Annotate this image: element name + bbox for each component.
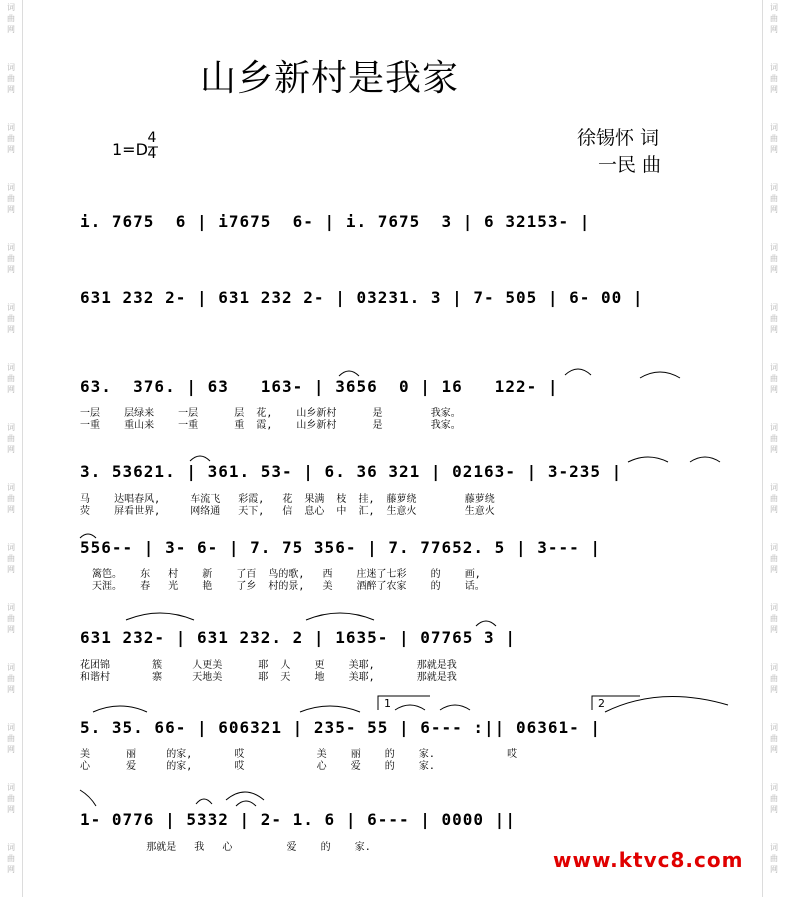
watermark-glyph-stack: 词 曲 网 <box>7 783 15 814</box>
watermark-glyph-stack: 词 曲 网 <box>770 363 778 394</box>
time-signature-top: 4 <box>147 130 157 146</box>
notation-row-6: 631 232- | 631 232. 2 | 1635- | 07765 3 | <box>80 628 516 647</box>
watermark-glyph-stack: 词 曲 网 <box>770 483 778 514</box>
watermark-glyph-stack: 词 曲 网 <box>770 423 778 454</box>
lyric-row-6-verse-2: 和谐村 寨 天地美 耶 天 地 美耶, 那就是我 <box>80 672 457 683</box>
slur <box>80 534 96 538</box>
watermark-glyph-stack: 词 曲 网 <box>7 183 15 214</box>
notation-row-2: 631 232 2- | 631 232 2- | 03231. 3 | 7- 505 | 6- 00 | <box>80 288 644 307</box>
lyric-row-5-verse-2: 天涯。 春 光 艳 了乡 村的景, 美 酒醉了农家 的 话。 <box>80 581 485 592</box>
watermark-glyph-stack: 词 曲 网 <box>770 543 778 574</box>
slur <box>476 621 496 626</box>
notation-row-1: i. 7675 6 | i7675 6- | i. 7675 3 | 6 32153- | <box>80 212 591 231</box>
slur <box>190 456 210 461</box>
lyric-row-5-verse-1: 篱笆。 东 村 新 了百 鸟的歌, 西 庄迷了七彩 的 画, <box>80 569 481 580</box>
watermark-glyph-stack: 词 曲 网 <box>770 303 778 334</box>
notation-row-4: 3. 53621. | 361. 53- | 6. 36 321 | 02163- | 3-235 | <box>80 462 623 481</box>
composer-credit: 一民 曲 <box>598 154 662 176</box>
watermark-glyph-stack: 词 曲 网 <box>770 843 778 874</box>
time-signature-bottom: 4 <box>147 146 157 162</box>
lyric-row-6-verse-1: 花团锦 簇 人更美 耶 人 更 美耶, 那就是我 <box>80 660 457 671</box>
slur <box>300 706 360 712</box>
key-signature: 1=D <box>112 140 148 159</box>
watermark-glyph-stack: 词 曲 网 <box>7 303 15 334</box>
song-title: 山乡新村是我家 <box>200 58 460 99</box>
slur <box>226 792 264 800</box>
watermark-glyph-stack: 词 曲 网 <box>7 423 15 454</box>
lyric-row-3-verse-2: 一重 重山来 一重 重 霞, 山乡新村 是 我家。 <box>80 420 461 431</box>
lyric-row-3-verse-1: 一层 层绿来 一层 层 花, 山乡新村 是 我家。 <box>80 408 461 419</box>
slur <box>339 371 359 376</box>
notation-row-7: 5. 35. 66- | 606321 | 235- 55 | 6--- :|| 06361- | <box>80 718 602 737</box>
watermark-glyph-stack: 词 曲 网 <box>7 123 15 154</box>
watermark-glyph-stack: 词 曲 网 <box>7 243 15 274</box>
notation-row-8: 1- 0776 | 5332 | 2- 1. 6 | 6--- | 0000 || <box>80 810 516 829</box>
watermark-glyph-stack: 词 曲 网 <box>7 603 15 634</box>
watermark-glyph-stack: 词 曲 网 <box>7 3 15 34</box>
lyricist-credit: 徐锡怀 词 <box>577 127 660 149</box>
slur <box>126 613 194 620</box>
watermark-glyph-stack: 词 曲 网 <box>7 543 15 574</box>
slur <box>565 369 591 375</box>
watermark-glyph-stack: 词 曲 网 <box>770 723 778 754</box>
lyric-row-7-verse-2: 心 爱 的家, 哎 心 爱 的 家. <box>80 761 435 772</box>
notation-row-3: 63. 376. | 63 163- | 3656 0 | 16 122- | <box>80 377 559 396</box>
slur <box>236 801 256 806</box>
lyric-row-8-verse-1: 那就是 我 心 爱 的 家. <box>80 842 371 853</box>
lyric-row-4-verse-1: 马 达唱春风, 车流飞 彩霞, 花 果满 枝 挂, 藤萝绕 藤萝绕 <box>80 494 495 505</box>
slur <box>628 457 668 462</box>
watermark-glyph-stack: 词 曲 网 <box>7 663 15 694</box>
watermark-glyph-stack: 词 曲 网 <box>7 483 15 514</box>
slur <box>640 372 680 378</box>
lyric-row-4-verse-2: 荧 屏看世界, 网络通 天下, 信 息心 中 汇, 生意火 生意火 <box>80 506 495 517</box>
watermark-glyph-stack: 词 曲 网 <box>770 783 778 814</box>
watermark-glyph-stack: 词 曲 网 <box>770 3 778 34</box>
watermark-glyph-stack: 词 曲 网 <box>770 183 778 214</box>
watermark-glyph-stack: 词 曲 网 <box>770 63 778 94</box>
watermark-glyph-stack: 词 曲 网 <box>770 603 778 634</box>
watermark-glyph-stack: 词 曲 网 <box>770 663 778 694</box>
slur <box>440 705 470 710</box>
watermark-glyph-stack: 词 曲 网 <box>770 123 778 154</box>
watermark-glyph-stack: 词 曲 网 <box>7 843 15 874</box>
watermark-glyph-stack: 词 曲 网 <box>7 63 15 94</box>
slur <box>395 705 425 710</box>
slur <box>196 799 212 804</box>
watermark-glyph-stack: 词 曲 网 <box>770 243 778 274</box>
watermark-glyph-stack: 词 曲 网 <box>7 363 15 394</box>
slur <box>93 706 147 712</box>
slur <box>80 790 96 806</box>
slur <box>306 613 374 620</box>
lyric-row-7-verse-1: 美 丽 的家, 哎 美 丽 的 家. 哎 <box>80 749 518 760</box>
site-logo: www.ktvc8.com <box>553 848 744 872</box>
volta-number-2: 2 <box>598 697 605 710</box>
slur <box>690 457 720 462</box>
watermark-glyph-stack: 词 曲 网 <box>7 723 15 754</box>
slur <box>605 696 728 712</box>
notation-row-5: 556-- | 3- 6- | 7. 75 356- | 7. 77652. 5 | 3--- | <box>80 538 602 557</box>
volta-number-1: 1 <box>384 697 391 710</box>
